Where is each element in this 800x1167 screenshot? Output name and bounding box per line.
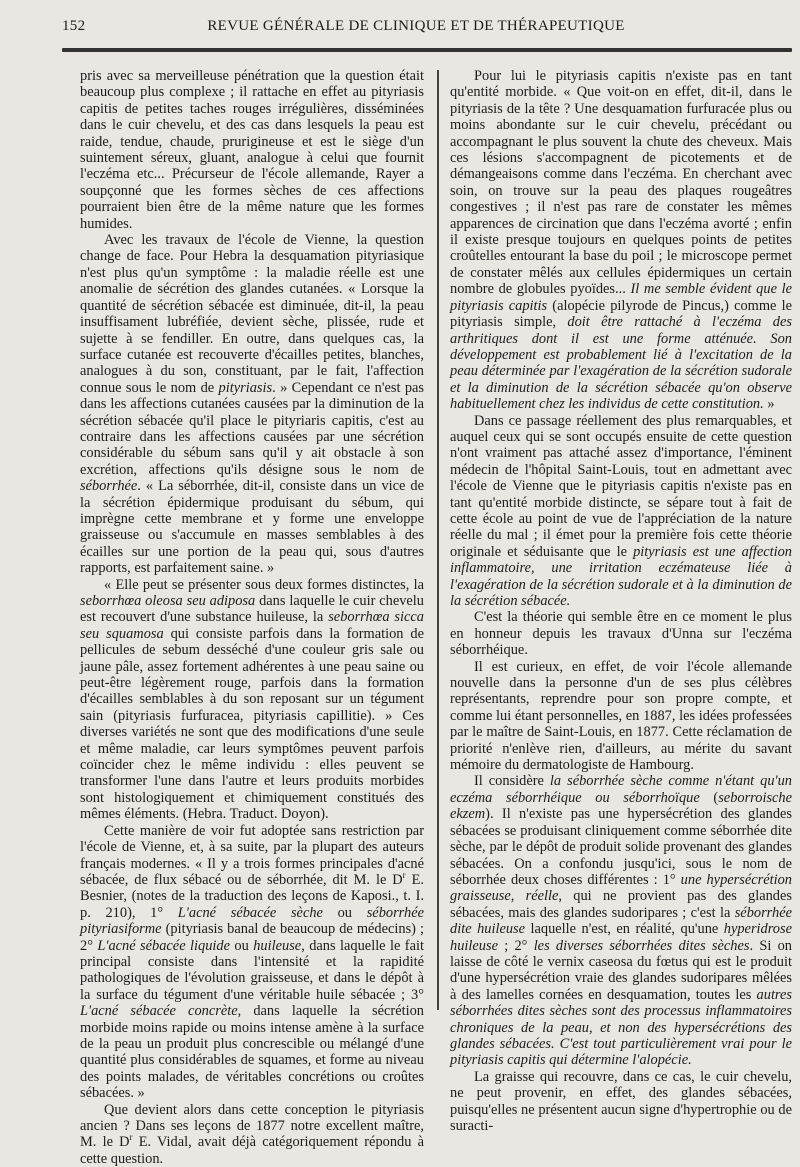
text-run: E. Vidal, avait déjà catégoriquement répondu à cette question. bbox=[80, 1134, 424, 1167]
text-run: » bbox=[763, 396, 775, 413]
italic-text: pityriasis bbox=[218, 379, 273, 396]
paragraph bbox=[450, 609, 792, 658]
text-run: . Si on laisse de côté le vernix caseosa du fœtus qui est le produit d'une hypersécrétion vraie des glandes sudoripares mêlées à des lamelles cornées en desquamation, toutes les bbox=[450, 937, 792, 1003]
paragraph bbox=[80, 68, 424, 232]
text-run: qui consiste parfois dans la formation de pellicules de sebum desséché d'une couleur gris sale ou jaune pâle, assez fortement adhérentes à une peau saine ou peut-être légèrement rouge, parfois dans la formation d'écailles semblables à du son reposant sur un tégument sain (pityriasis furfuracea, pityriasis capillitie). » Ces diverses variétés ne sont que des modifications d'une seule et même maladie, car leurs symptômes peuvent parfois coïncider chez le même individu : elles peuvent se transformer l'une dans l'autre et leurs produits morbides sont histologiquement et chimiquement constitués des mêmes éléments. (Hebra. Traduct. Doyon). bbox=[80, 625, 424, 823]
italic-text: L'acné sébacée concrète bbox=[80, 1003, 238, 1020]
italic-text: séborrhée bbox=[80, 478, 138, 495]
paragraph bbox=[450, 773, 792, 1068]
italic-text: séborrhée pityriasiforme bbox=[80, 904, 424, 938]
text-run: . » Cependant ce n'est pas dans les affections cutanées causées par la diminution de la sécrétion sébacée qu'il place le pityriaris capitis, c'est au contraire dans les affections causées par une sécrétion considérable du sébum sans qu'il y ait obstacle à son excrétion, affections qu'ils désigne sous le nom de bbox=[80, 379, 424, 478]
text-run: pris avec sa merveilleuse pénétration que la question était beaucoup plus complexe ; il rattache en effet au pityriasis capitis de petites taches rouges irrégulières, disséminées dans le cuir chevelu, et des cas dans lesquels la peau est raide, tendue, chaude, prurigineuse et est le siège d'un suintement séreux, gluant, analogue à celui que fournit l'eczéma etc... Précurseur de l'école allemande, Rayer a soupçonné que les formes sèches de ces affections pourraient bien être de la même nature que les formes humides. bbox=[80, 68, 424, 232]
text-run: Cette manière de voir fut adoptée sans restriction par l'école de Vienne, et, à sa suite, par la plupart des auteurs français modernes. « Il y a trois formes principales d'acné sébacée, de flux sébacé ou de séborrhée, dit M. le D bbox=[80, 822, 424, 888]
text-run: Dans ce passage réellement des plus remarquables, et auquel ceux qui se sont occupés ensuite de cette question n'ont vraiment pas attaché assez d'importance, l'éminent médecin de l'hôpital Saint-Louis, tout en admettant avec l'école de Vienne que le pityriasis capitis n'existe pas en tant qu'entité morbide distincte, se sépare tout à fait de cette école au point de vue de l'appréciation de la nature réelle du mal ; il émet pour la première fois cette théorie originale et séduisante que le bbox=[450, 412, 792, 560]
text-run: laquelle n'est, en réalité, qu'une bbox=[525, 921, 724, 938]
running-title: REVUE GÉNÉRALE DE CLINIQUE ET DE THÉRAPEUTIQUE bbox=[207, 17, 625, 34]
italic-text: autres séborrhées dites sèches sont des processus inflammatoires chroniques de la peau, et non des hypersécrétions des glandes sébacées. C'est tout particulièrement vrai pour le pityriasis capitis qui détermine l'alopécie. bbox=[450, 986, 792, 1069]
page-header bbox=[62, 14, 780, 38]
text-run: Il considère bbox=[474, 773, 550, 790]
superscript: r bbox=[402, 870, 406, 881]
text-run: Avec les travaux de l'école de Vienne, la question change de face. Pour Hebra la desquamation pityriasique n'est plus qu'un symptôme : la maladie réelle est une anomalie de sécrétion des glandes cutanées. « Lorsque la quantité de sécrétion sébacée est diminuée, dit-il, la peau insuffisament lubréfiée, devient sèche, plissée, rude et sujette à se fendiller. En outre, dans quelques cas, la surface cutanée est recouverte d'écailles petites, blanches, analogues à du son, constituant, par le fait, l'affection connue sous le nom de bbox=[80, 232, 424, 396]
text-run: C'est la théorie qui semble être en ce moment le plus en honneur depuis les travaux d'Unna sur l'eczéma séborrhéique. bbox=[450, 609, 792, 659]
text-run: Il est curieux, en effet, de voir l'école allemande nouvelle dans la personne d'un de ses plus célèbres représentants, reprendre pour son propre compte, et comme lui étant personnelles, en 1887, les idées professées par le maître de Saint-Louis, en 1877. Cette réclamation de priorité n'enlève rien, d'ailleurs, au mérite du savant mémoire du dermatologiste de Hambourg. bbox=[450, 658, 792, 774]
text-run: , qui ne provient pas des glandes sébacées, mais des glandes sudoripares ; c'est la bbox=[450, 888, 792, 921]
italic-text: seborrhœa sicca seu squamosa bbox=[80, 609, 424, 642]
right-column bbox=[450, 68, 793, 1134]
text-run: , dans laquelle la sécrétion morbide moins rapide ou moins intense amène à la surface de la peau un produit plus concrescible ou mélangé d'une quantité plus considérables de squames, et forme au niveau des points malades, de véritables concrétions ou croûtes sébacées. » bbox=[80, 1003, 424, 1102]
text-run: , dans laquelle le fait principal consiste dans l'intensité et la rapidité pathologiques de l'évolution graisseuse, et dans le dépôt à la surface du tégument d'une véritable huile sébacée ; 3° bbox=[80, 937, 424, 1003]
text-run: « Elle peut se présenter sous deux formes distinctes, la bbox=[104, 576, 424, 593]
italic-text: doit être rattaché à l'eczéma des arthritiques dont il est une forme atténuée. Son développement est probablement lié à l'excitation de la peau déterminée par l'exagération de la sécrétion sudorale et la diminution de la sécrétion sébacée qu'on observe habituellement chez les individus de cette constitution. bbox=[450, 314, 792, 413]
paragraph bbox=[80, 1102, 424, 1167]
italic-text: L'acné sébacée liquide bbox=[97, 937, 230, 954]
italic-text: pityriasis est une affection inflammatoire, une irritation eczémateuse liée à l'exagération de la sécrétion sudorale et à la diminution de la sécrétion sébacée. bbox=[450, 543, 792, 609]
page-number: 152 bbox=[62, 17, 86, 34]
text-run: ou bbox=[229, 937, 254, 954]
column-divider bbox=[437, 70, 439, 1010]
text-run: (alopécie pilyrode de Pincus,) comme le pityriasis simple, bbox=[450, 297, 792, 331]
paragraph bbox=[450, 1069, 792, 1135]
italic-text: Il me semble évident que le pityriasis capitis bbox=[450, 281, 792, 314]
paragraph bbox=[80, 823, 424, 1102]
paragraph bbox=[450, 413, 792, 610]
italic-text: seborrhœa oleosa seu adiposa bbox=[80, 593, 256, 609]
text-run: (pityriasis banal de beaucoup de médecins) ; 2° bbox=[80, 921, 424, 954]
text-run: Que devient alors dans cette conception le pityriasis ancien ? Dans ses leçons de 1877 notre excellent maître, M. le D bbox=[80, 1101, 424, 1151]
italic-text: séborrhée dite huileuse bbox=[450, 904, 792, 938]
paragraph bbox=[80, 577, 424, 823]
superscript: r bbox=[129, 1132, 133, 1143]
text-run: . « La séborrhée, dit-il, consiste dans un vice de la sécrétion épidermique produisant du sébum, qui imprègne cette membrane et y forme une enveloppe graisseuse ou s'accumule en masses semblables à des écailles sur une portion de la peau qui, sous d'autres rapports, est parfaitement saine. » bbox=[80, 478, 424, 577]
text-run: ou bbox=[322, 904, 367, 921]
text-run: La graisse qui recouvre, dans ce cas, le cuir chevelu, ne peut provenir, en effet, des glandes sébacées, puisqu'elles ne présentent aucun signe d'hypertrophie ou de suracti- bbox=[450, 1068, 792, 1134]
text-run: ). Il n'existe pas une hypersécrétion des glandes sébacées se produisant cliniquement comme séborrhée dite sèche, par le dépôt de produit solide provenant des glandes sébacées. On a confondu jusqu'ici, sous le nom de séborrhée deux choses différentes : 1° bbox=[450, 806, 792, 888]
italic-text: hyperidrose huileuse bbox=[450, 921, 792, 954]
italic-text: une hypersécrétion graisseuse, réelle bbox=[450, 871, 792, 905]
italic-text: la séborrhée sèche comme n'étant qu'un eczéma séborrhéique ou séborrhoïque bbox=[450, 773, 792, 806]
paragraph bbox=[450, 68, 792, 413]
left-column bbox=[80, 68, 424, 1167]
text-run: ; 2° bbox=[497, 937, 534, 954]
italic-text: seborroische ekzem bbox=[450, 789, 793, 823]
italic-text: les diverses séborrhées dites sèches bbox=[533, 937, 750, 954]
paragraph bbox=[450, 659, 792, 774]
italic-text: huileuse bbox=[253, 937, 302, 954]
text-run: E. Besnier, (notes de la traduction des leçons de Kaposi., t. I. p. 210), 1° bbox=[80, 871, 424, 921]
italic-text: L'acné sébacée sèche bbox=[177, 904, 323, 921]
text-run: ( bbox=[699, 789, 719, 806]
text-run: dans laquelle le cuir chevelu est recouvert d'une substance huileuse, la bbox=[80, 593, 424, 626]
header-rule bbox=[62, 48, 792, 52]
text-run: Pour lui le pityriasis capitis n'existe pas en tant qu'entité morbide. « Que voit-on en effet, dit-il, dans le pityriasis de la tête ? Une desquamation furfuracée plus ou moins abondante sur le cuir chevelu, précédant ou accompagnant le plus souvent la chute des cheveux. Mais ces lésions s'accompagnent de picotements et de démangeaisons comme dans l'eczéma. En cherchant avec soin, on trouve sur la peau des plaques rougeâtres congestives ; il n'est pas rare de constater les mêmes apparences de circination que dans l'eczéma avorté ; enfin il existe presque toujours en quelques points de petites croûtelles entourant la base du poil ; le microscope permet de constater mêlés aux cellules épidermiques un certain nombre de globules pyoïdes... bbox=[450, 68, 792, 298]
paragraph bbox=[80, 232, 424, 577]
